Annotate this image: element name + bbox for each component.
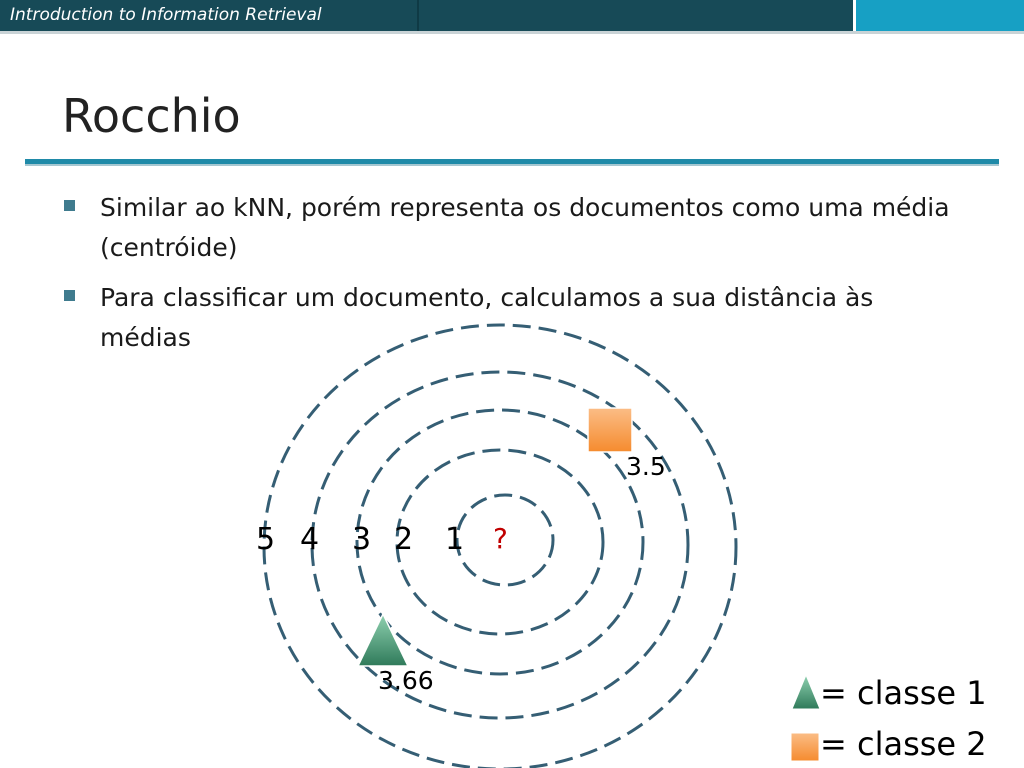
ring-label-4: 4 [300, 522, 320, 557]
legend-label-classe-1: = classe 1 [820, 674, 987, 712]
legend [791, 674, 987, 763]
query-marker: ? [493, 522, 508, 555]
ring-label-1: 1 [445, 522, 465, 557]
bullet-text: Similar ao kNN, porém representa os documentos como uma média (centróide) [100, 193, 950, 262]
bullet-text: Para classificar um documento, calculamos a sua distância às médias [100, 283, 874, 352]
legend-label-classe-2: = classe 2 [820, 725, 987, 763]
distance-label-classe-1: 3.66 [378, 666, 434, 695]
course-title: Introduction to Information Retrieval [10, 5, 322, 25]
slide-title: Rocchio [62, 89, 241, 143]
ring-label-5: 5 [256, 522, 276, 557]
orange-square-icon [588, 408, 632, 452]
distance-label-classe-2: 3.5 [626, 452, 666, 481]
ring-label-2: 2 [394, 522, 414, 557]
ring-label-3: 3 [352, 522, 372, 557]
orange-square-icon [791, 733, 819, 761]
green-triangle-icon [358, 614, 408, 666]
green-triangle-icon [792, 675, 820, 709]
